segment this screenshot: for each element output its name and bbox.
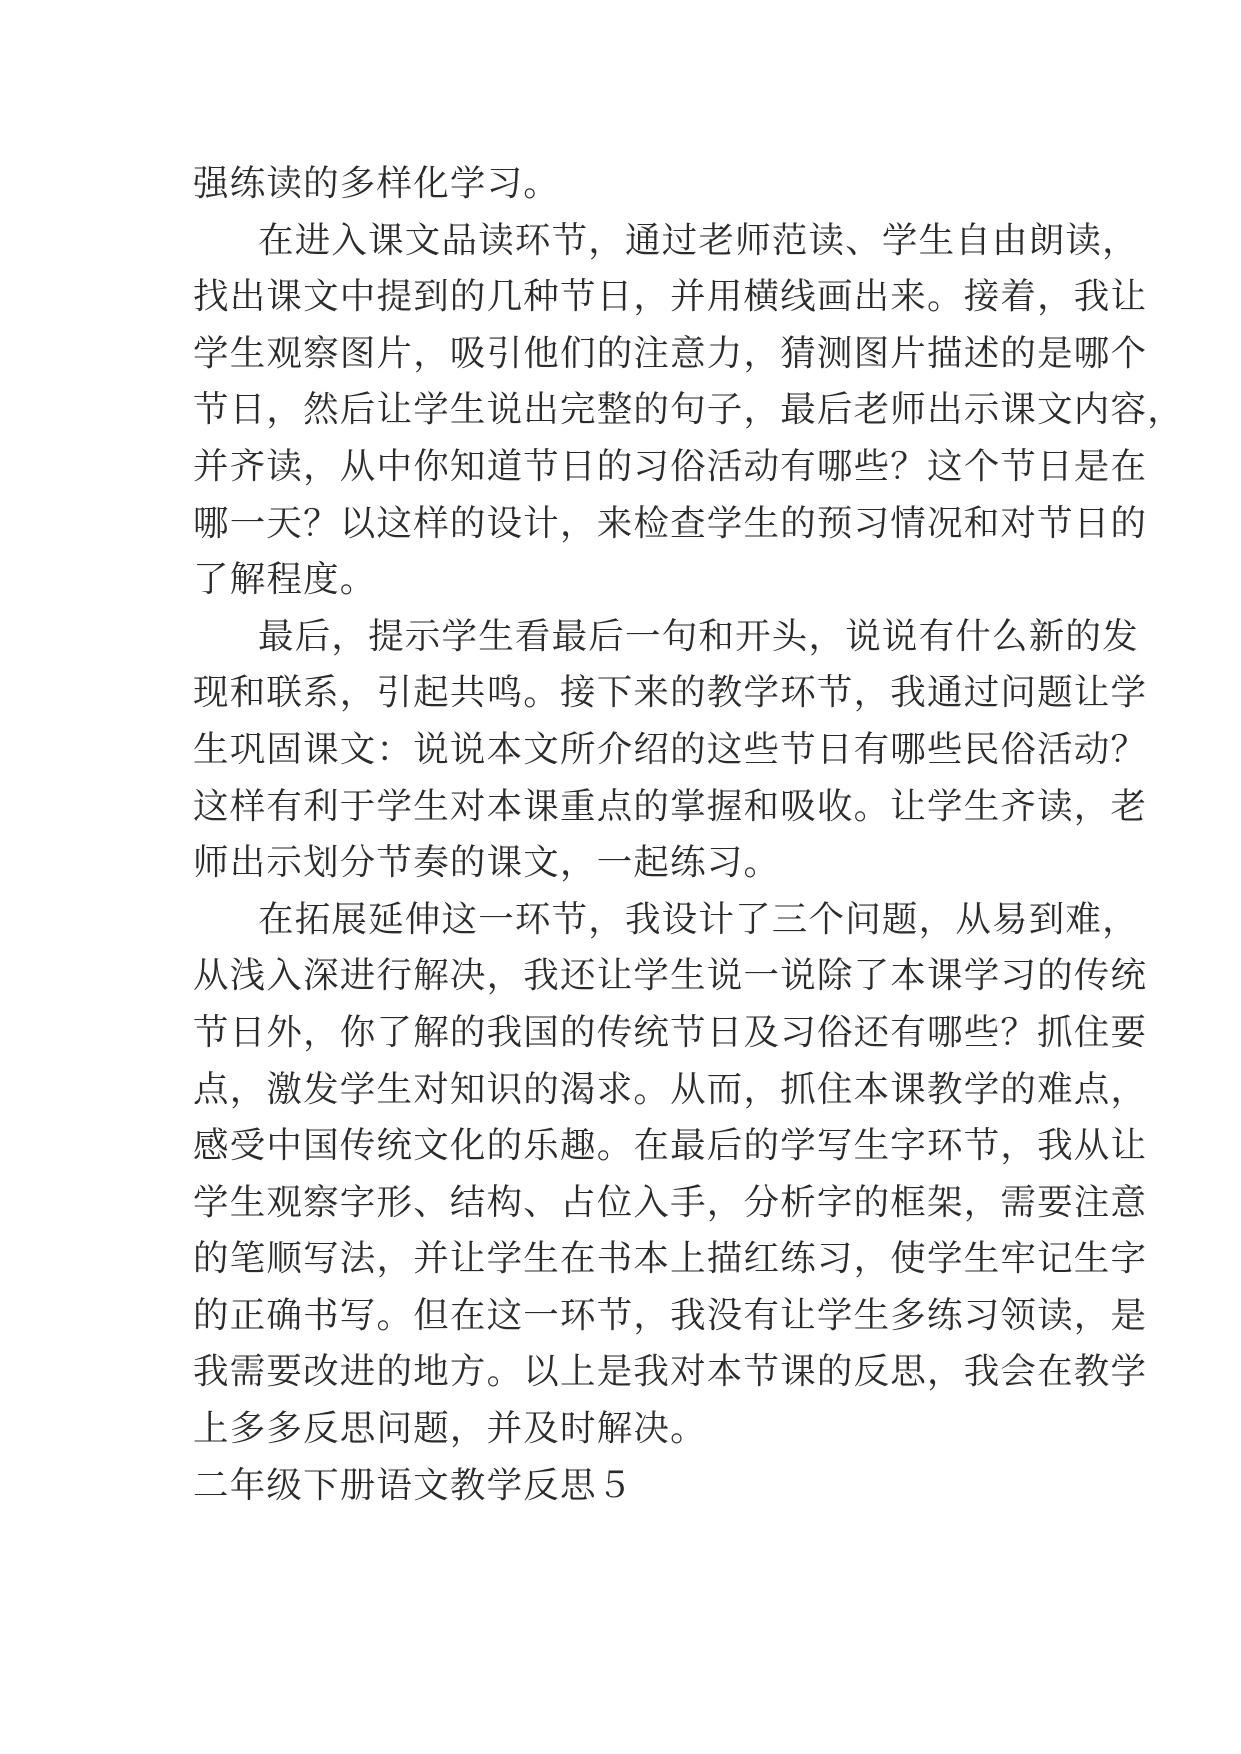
text-line: 的正确书写。但在这一环节，我没有让学生多练习领读，是 [193, 1294, 1148, 1336]
section-heading: 二年级下册语文教学反思５ [193, 1464, 634, 1506]
text-line: 最后，提示学生看最后一句和开头，说说有什么新的发 [258, 615, 1139, 657]
text-line: 生巩固课文：说说本文所介绍的这些节日有哪些民俗活动？ [193, 728, 1148, 770]
text-line: 节日外，你了解的我国的传统节日及习俗还有哪些？抓住要 [193, 1011, 1148, 1053]
text-line: 我需要改进的地方。以上是我对本节课的反思，我会在教学 [193, 1351, 1148, 1393]
text-line: 节日，然后让学生说出完整的句子，最后老师出示课文内容， [193, 389, 1184, 431]
text-line: 上多多反思问题，并及时解决。 [193, 1408, 707, 1450]
text-line: 在进入课文品读环节，通过老师范读、学生自由朗读， [258, 219, 1139, 261]
text-line: 在拓展延伸这一环节，我设计了三个问题，从易到难， [258, 898, 1139, 940]
text-line: 现和联系，引起共鸣。接下来的教学环节，我通过问题让学 [193, 672, 1148, 714]
text-line: 哪一天？以这样的设计，来检查学生的预习情况和对节日的 [193, 502, 1148, 544]
text-line: 的笔顺写法，并让学生在书本上描红练习，使学生牢记生字 [193, 1238, 1148, 1280]
text-line: 学生观察字形、结构、占位入手，分析字的框架，需要注意 [193, 1181, 1148, 1223]
text-line: 学生观察图片，吸引他们的注意力，猜测图片描述的是哪个 [193, 332, 1148, 374]
text-line: 强练读的多样化学习。 [193, 163, 561, 204]
text-line: 感受中国传统文化的乐趣。在最后的学写生字环节，我从让 [193, 1125, 1148, 1167]
text-line: 点，激发学生对知识的渴求。从而，抓住本课教学的难点， [193, 1068, 1148, 1110]
text-line: 这样有利于学生对本课重点的掌握和吸收。让学生齐读，老 [193, 785, 1148, 827]
text-line: 了解程度。 [193, 559, 377, 601]
text-line: 师出示划分节奏的课文，一起练习。 [193, 842, 781, 884]
text-line: 从浅入深进行解决，我还让学生说一说除了本课学习的传统 [193, 955, 1148, 997]
document-body [193, 156, 1184, 1514]
text-line: 找出课文中提到的几种节日，并用横线画出来。接着，我让 [193, 276, 1148, 318]
text-line: 并齐读，从中你知道节日的习俗活动有哪些？这个节日是在 [193, 445, 1148, 487]
